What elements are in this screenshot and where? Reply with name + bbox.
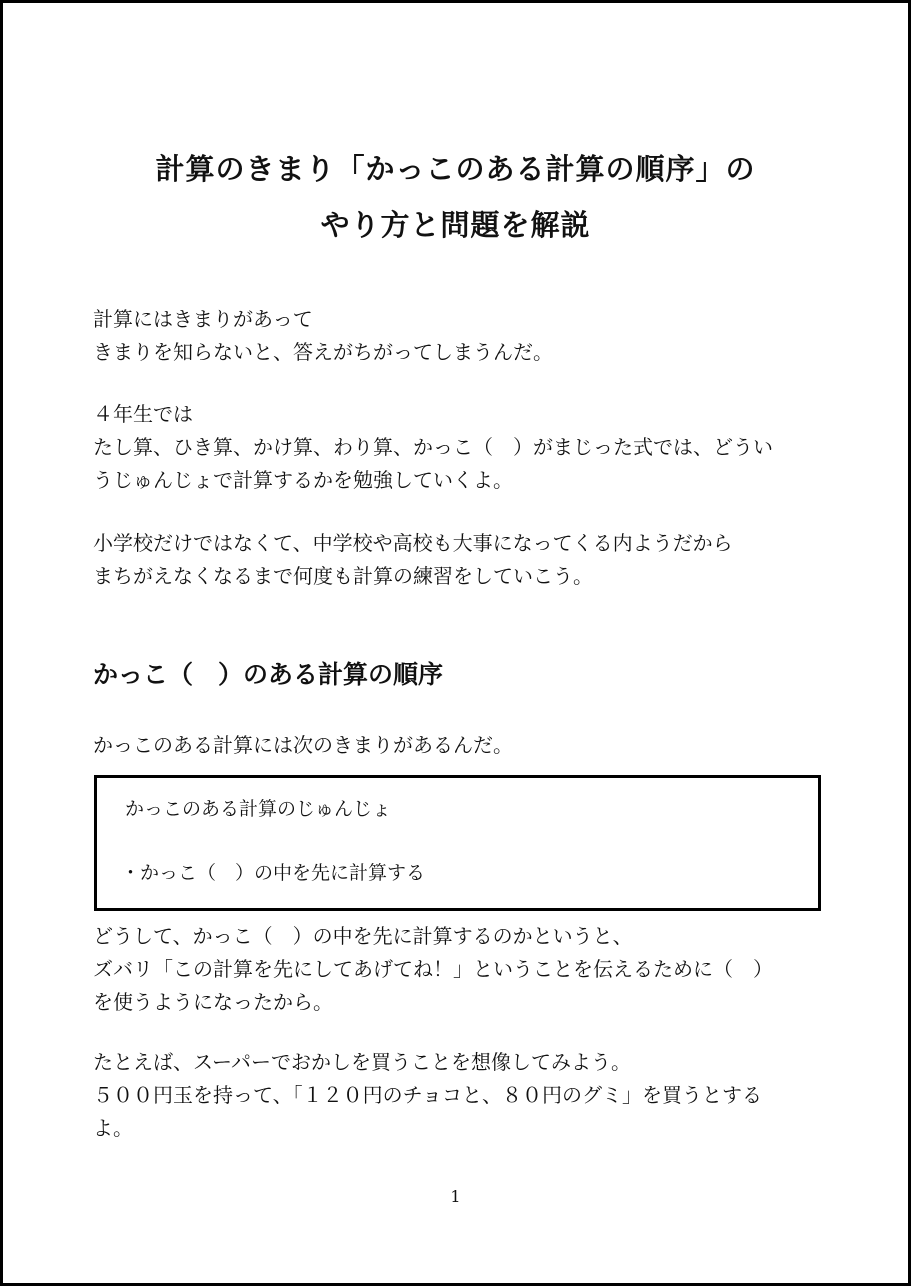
intro-line: 計算にはきまりがあって [93, 307, 313, 331]
school-paragraph [93, 527, 833, 593]
reason-paragraph [93, 920, 833, 1019]
rule-box [94, 775, 821, 911]
page-title [3, 141, 908, 253]
reason-line: を使うようになったから。 [93, 990, 333, 1014]
rule-box-title: かっこのある計算のじゅんじょ [125, 798, 392, 820]
grade-line: たし算、ひき算、かけ算、わり算、かっこ（ ）がまじった式では、どうい [93, 435, 773, 459]
example-line: よ。 [93, 1116, 133, 1140]
rule-box-item: ・かっこ（ ）の中を先に計算する [121, 862, 426, 884]
page-number: 1 [450, 1187, 461, 1206]
section-lead [93, 729, 833, 762]
title-line-2: やり方と問題を解説 [320, 208, 591, 242]
grade-paragraph [93, 398, 833, 497]
intro-line: きまりを知らないと、答えがちがってしまうんだ。 [93, 340, 553, 364]
reason-line: どうして、かっこ（ ）の中を先に計算するのかというと、 [93, 924, 633, 948]
school-line: まちがえなくなるまで何度も計算の練習をしていこう。 [93, 564, 593, 588]
school-line: 小学校だけではなくて、中学校や高校も大事になってくる内ようだから [93, 531, 733, 555]
grade-line: ４年生では [93, 402, 193, 426]
example-line: たとえば、スーパーでおかしを買うことを想像してみよう。 [93, 1050, 631, 1074]
example-paragraph [93, 1046, 833, 1145]
section-lead-line: かっこのある計算には次のきまりがあるんだ。 [93, 733, 513, 757]
reason-line: ズバリ「この計算を先にしてあげてね！」ということを伝えるために（ ） [93, 957, 773, 981]
intro-paragraph [93, 303, 833, 369]
title-line-1: 計算のきまり「かっこのある計算の順序」の [155, 152, 756, 186]
section-heading: かっこ（ ）のある計算の順序 [93, 660, 444, 689]
example-line: ５００円玉を持って、「１２０円のチョコと、８０円のグミ」を買うとする [93, 1083, 762, 1107]
grade-line: うじゅんじょで計算するかを勉強していくよ。 [93, 468, 513, 492]
